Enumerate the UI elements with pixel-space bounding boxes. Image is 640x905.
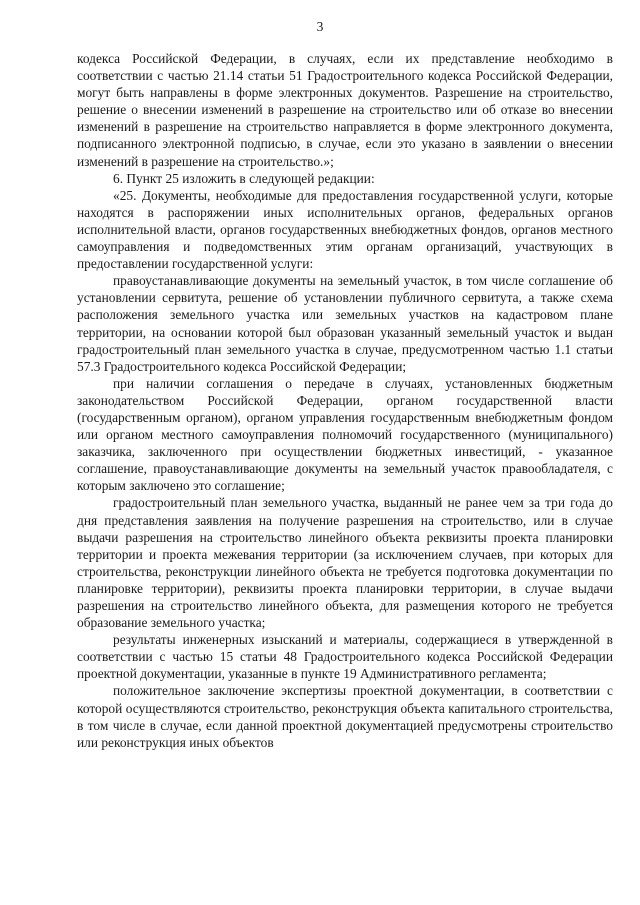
paragraph-land-documents: правоустанавливающие документы на земельный участок, в том числе соглашение об установлении сервитута, решение об установлении публичного сервитута, а также схема расположения земельного участка или земельных участков на кадастровом плане территории, на основании которой был образован указанный земельный участок и выдан градостроительный план земельного участка в случае, предусмотренном частью 1.1 статьи 57.3 Градостроительного кодекса Российской Федерации; (77, 273, 613, 374)
paragraph-urban-plan: градостроительный план земельного участка, выданный не ранее чем за три года до дня представления заявления на получение разрешения на строительство, или в случае выдачи разрешения на строительство линейного объекта реквизиты проекта планировки территории и проекта межевания территории (за исключением случаев, при которых для строительства, реконструкции линейного объекта не требуется подготовка документации по планировке территории), реквизиты проекта планировки территории, в случае выдачи разрешения на строительство линейного объекта, для размещения которого не требуется образование земельного участка; (77, 495, 613, 631)
page-number: 3 (316, 19, 324, 34)
paragraph-continuation: кодекса Российской Федерации, в случаях, если их представление необходимо в соответствии с частью 21.14 статьи 51 Градостроительного кодекса Российской Федерации, могут быть направлены в форме электронных документов. Разрешение на строительство, решение о внесении изменений в разрешение на строительство или об отказе во внесении изменений в разрешение на строительство направляется в форме электронного документа, подписанного электронной подписью, в случае, если это указано в заявлении о внесении изменений в разрешение на строительство.»; (77, 51, 613, 169)
paragraph-expertise-conclusion: положительное заключение экспертизы проектной документации, в соответствии с которой осуществляются строительство, реконструкция объекта капитального строительства, в том числе в случае, если данной проектной документацией предусмотрены строительство или реконструкция иных объектов (77, 683, 613, 750)
paragraph-item-6: 6. Пункт 25 изложить в следующей редакции: (113, 170, 375, 186)
paragraph-engineering-surveys: результаты инженерных изысканий и материалы, содержащиеся в утвержденной в соответствии с частью 15 статьи 48 Градостроительного кодекса Российской Федерации проектной документации, указанные в пункте 19 Административного регламента; (77, 632, 613, 682)
paragraph-transfer-agreement: при наличии соглашения о передаче в случаях, установленных бюджетным законодательством Российской Федерации, органом государственной власти (государственным органом), органом управления государственным внебюджетным фондом или органом местного самоуправления полномочий государственного (муниципального) заказчика, заключенного при осуществлении бюджетных инвестиций, - указанное соглашение, правоустанавливающие документы на земельный участок правообладателя, с которым заключено это соглашение; (77, 375, 613, 494)
document-body (77, 50, 613, 751)
paragraph-point-25: «25. Документы, необходимые для предоставления государственной услуги, которые находятся в распоряжении иных исполнительных органов, федеральных органов исполнительной власти, органов государственных внебюджетных фондов, органов местного самоуправления и подведомственных этим органам организаций, участвующих в предоставлении государственной услуги: (77, 187, 613, 272)
